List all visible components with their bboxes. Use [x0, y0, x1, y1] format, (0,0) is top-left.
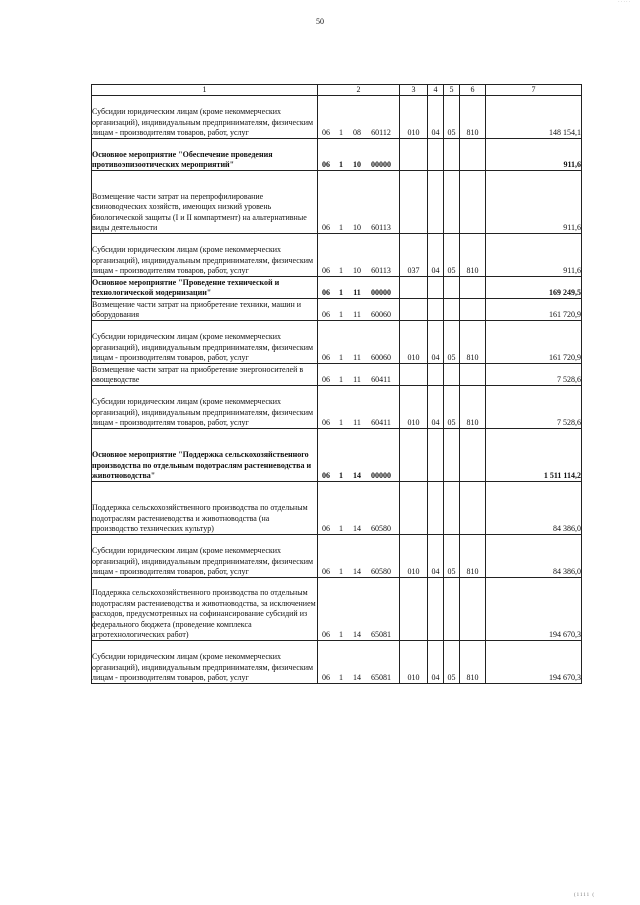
table-row	[92, 482, 582, 535]
row-name: Субсидии юридическим лицам (кроме некоммерческих организаций), индивидуальным предпринимателям, физическим лицам - производителям товаров, работ, услуг	[92, 535, 318, 578]
code-direction: 60112	[371, 128, 391, 137]
row-col-4: 04	[428, 96, 444, 139]
table-row	[92, 299, 582, 321]
code-subprogram: 1	[339, 418, 343, 427]
row-code	[318, 299, 400, 321]
code-subprogram: 1	[339, 353, 343, 362]
code-subprogram: 1	[339, 310, 343, 319]
row-code	[318, 429, 400, 482]
code-subprogram: 1	[339, 375, 343, 384]
code-direction: 00000	[371, 471, 391, 480]
row-amount: 1 511 114,2	[486, 429, 582, 482]
code-parts	[318, 386, 399, 428]
table-row	[92, 234, 582, 277]
row-code	[318, 96, 400, 139]
code-subprogram: 1	[339, 288, 343, 297]
table-row	[92, 641, 582, 684]
code-direction: 65081	[371, 673, 391, 682]
code-event: 08	[353, 128, 361, 137]
code-subprogram: 1	[339, 471, 343, 480]
code-subprogram: 1	[339, 567, 343, 576]
row-col-5: 05	[444, 96, 460, 139]
code-program: 06	[322, 471, 330, 480]
code-subprogram: 1	[339, 160, 343, 169]
row-col-3: 010	[400, 535, 428, 578]
code-parts	[318, 299, 399, 320]
row-col-3	[400, 277, 428, 299]
row-col-5: 05	[444, 321, 460, 364]
table-row	[92, 171, 582, 234]
row-col-5: 05	[444, 535, 460, 578]
code-program: 06	[322, 310, 330, 319]
header-col-2: 2	[318, 85, 400, 96]
table-row	[92, 578, 582, 641]
code-parts	[318, 482, 399, 534]
row-col-5	[444, 171, 460, 234]
row-code	[318, 482, 400, 535]
row-col-3	[400, 139, 428, 171]
code-direction: 60580	[371, 524, 391, 533]
row-col-6	[460, 429, 486, 482]
code-direction: 00000	[371, 288, 391, 297]
row-col-6: 810	[460, 234, 486, 277]
row-code	[318, 386, 400, 429]
row-col-5	[444, 139, 460, 171]
row-code	[318, 139, 400, 171]
code-subprogram: 1	[339, 266, 343, 275]
footer-mark: (1111 (	[574, 893, 596, 898]
row-code	[318, 364, 400, 386]
row-col-3	[400, 578, 428, 641]
code-program: 06	[322, 160, 330, 169]
code-program: 06	[322, 288, 330, 297]
row-amount: 7 528,6	[486, 386, 582, 429]
table-row	[92, 535, 582, 578]
row-code	[318, 641, 400, 684]
row-col-3: 010	[400, 386, 428, 429]
row-amount: 911,6	[486, 171, 582, 234]
row-col-5	[444, 578, 460, 641]
row-col-6: 810	[460, 96, 486, 139]
code-direction: 60411	[371, 418, 391, 427]
row-col-6	[460, 364, 486, 386]
row-code	[318, 321, 400, 364]
code-event: 10	[353, 223, 361, 232]
row-amount: 169 249,5	[486, 277, 582, 299]
code-subprogram: 1	[339, 128, 343, 137]
row-amount: 7 528,6	[486, 364, 582, 386]
row-col-3: 010	[400, 321, 428, 364]
code-direction: 60113	[371, 266, 391, 275]
table-row	[92, 386, 582, 429]
row-name: Поддержка сельскохозяйственного производства по отдельным подотраслям растениеводства и животноводства, за исключением расходов, предусмотренных на софинансирование субсидий из федерального бюджета (проведение комплекса агротехнологических работ)	[92, 578, 318, 641]
code-event: 11	[353, 375, 361, 384]
row-col-5	[444, 277, 460, 299]
code-parts	[318, 535, 399, 577]
row-col-3	[400, 482, 428, 535]
code-event: 14	[353, 567, 361, 576]
row-col-4: 04	[428, 321, 444, 364]
code-event: 11	[353, 418, 361, 427]
code-direction: 60411	[371, 375, 391, 384]
code-subprogram: 1	[339, 524, 343, 533]
header-row	[92, 85, 582, 96]
row-col-5: 05	[444, 234, 460, 277]
row-col-4	[428, 277, 444, 299]
code-subprogram: 1	[339, 673, 343, 682]
code-subprogram: 1	[339, 223, 343, 232]
table-row	[92, 429, 582, 482]
code-program: 06	[322, 223, 330, 232]
budget-table	[91, 84, 582, 684]
row-amount: 161 720,9	[486, 299, 582, 321]
header-col-7: 7	[486, 85, 582, 96]
code-parts	[318, 96, 399, 138]
row-name: Возмещение части затрат на перепрофилирование свиноводческих хозяйств, имеющих низкий уровень биологической защиты (I и II компартмент) на альтернативные виды деятельности	[92, 171, 318, 234]
row-col-6	[460, 482, 486, 535]
code-parts	[318, 364, 399, 385]
row-col-6	[460, 277, 486, 299]
code-program: 06	[322, 266, 330, 275]
code-program: 06	[322, 567, 330, 576]
code-event: 11	[353, 288, 361, 297]
header-col-4: 4	[428, 85, 444, 96]
row-code	[318, 277, 400, 299]
row-name: Возмещение части затрат на приобретение техники, машин и оборудования	[92, 299, 318, 321]
row-col-4	[428, 139, 444, 171]
row-col-6	[460, 578, 486, 641]
code-parts	[318, 429, 399, 481]
row-code	[318, 171, 400, 234]
row-col-5: 05	[444, 641, 460, 684]
code-parts	[318, 139, 399, 170]
row-name: Субсидии юридическим лицам (кроме некоммерческих организаций), индивидуальным предпринимателям, физическим лицам - производителям товаров, работ, услуг	[92, 321, 318, 364]
code-event: 14	[353, 673, 361, 682]
row-col-4	[428, 578, 444, 641]
table-row	[92, 321, 582, 364]
row-col-4	[428, 429, 444, 482]
code-event: 11	[353, 310, 361, 319]
row-col-6	[460, 299, 486, 321]
row-col-5	[444, 364, 460, 386]
code-event: 10	[353, 266, 361, 275]
header-col-5: 5	[444, 85, 460, 96]
table-row	[92, 277, 582, 299]
row-col-6: 810	[460, 386, 486, 429]
code-direction: 65081	[371, 630, 391, 639]
row-col-4: 04	[428, 535, 444, 578]
row-name: Поддержка сельскохозяйственного производства по отдельным подотраслям растениеводства и животноводства (на производство технических культур)	[92, 482, 318, 535]
code-program: 06	[322, 375, 330, 384]
row-name: Основное мероприятие "Обеспечение проведения противоэпизоотических мероприятий"	[92, 139, 318, 171]
code-parts	[318, 321, 399, 363]
row-col-4	[428, 482, 444, 535]
row-col-6: 810	[460, 641, 486, 684]
row-name: Возмещение части затрат на приобретение энергоносителей в овощеводстве	[92, 364, 318, 386]
row-amount: 84 386,0	[486, 535, 582, 578]
table-body	[92, 96, 582, 684]
row-col-6: 810	[460, 535, 486, 578]
row-name: Субсидии юридическим лицам (кроме некоммерческих организаций), индивидуальным предпринимателям, физическим лицам - производителям товаров, работ, услуг	[92, 386, 318, 429]
row-col-3	[400, 364, 428, 386]
row-col-4: 04	[428, 386, 444, 429]
code-program: 06	[322, 630, 330, 639]
row-col-5	[444, 299, 460, 321]
header-col-6: 6	[460, 85, 486, 96]
page-number: 50	[316, 17, 324, 26]
code-parts	[318, 234, 399, 276]
code-direction: 60060	[371, 353, 391, 362]
row-col-4	[428, 299, 444, 321]
row-code	[318, 234, 400, 277]
code-subprogram: 1	[339, 630, 343, 639]
row-col-6	[460, 171, 486, 234]
row-amount: 194 670,3	[486, 641, 582, 684]
row-amount: 84 386,0	[486, 482, 582, 535]
table-row	[92, 364, 582, 386]
code-direction: 60113	[371, 223, 391, 232]
header-col-1: 1	[92, 85, 318, 96]
row-amount: 911,6	[486, 139, 582, 171]
code-program: 06	[322, 673, 330, 682]
row-name: Субсидии юридическим лицам (кроме некоммерческих организаций), индивидуальным предпринимателям, физическим лицам - производителям товаров, работ, услуг	[92, 641, 318, 684]
code-direction: 00000	[371, 160, 391, 169]
row-code	[318, 578, 400, 641]
row-col-5	[444, 482, 460, 535]
code-program: 06	[322, 128, 330, 137]
row-col-3	[400, 429, 428, 482]
code-event: 14	[353, 471, 361, 480]
row-name: Основное мероприятие "Проведение технической и технологической модернизации"	[92, 277, 318, 299]
row-col-3	[400, 171, 428, 234]
row-col-3: 010	[400, 641, 428, 684]
code-program: 06	[322, 524, 330, 533]
code-event: 14	[353, 524, 361, 533]
row-col-6: 810	[460, 321, 486, 364]
row-col-4: 04	[428, 641, 444, 684]
row-name: Основное мероприятие "Поддержка сельскохозяйственного производства по отдельным подотраслям растениеводства и животноводства"	[92, 429, 318, 482]
row-amount: 148 154,1	[486, 96, 582, 139]
code-parts	[318, 641, 399, 683]
code-event: 14	[353, 630, 361, 639]
table-row	[92, 139, 582, 171]
row-name: Субсидии юридическим лицам (кроме некоммерческих организаций), индивидуальным предпринимателям, физическим лицам - производителям товаров, работ, услуг	[92, 96, 318, 139]
code-event: 11	[353, 353, 361, 362]
code-program: 06	[322, 418, 330, 427]
header-col-3: 3	[400, 85, 428, 96]
row-col-4: 04	[428, 234, 444, 277]
row-col-3: 037	[400, 234, 428, 277]
code-direction: 60580	[371, 567, 391, 576]
code-parts	[318, 277, 399, 298]
row-col-4	[428, 171, 444, 234]
row-amount: 194 670,3	[486, 578, 582, 641]
row-col-6	[460, 139, 486, 171]
code-program: 06	[322, 353, 330, 362]
row-col-5: 05	[444, 386, 460, 429]
row-col-3: 010	[400, 96, 428, 139]
row-name: Субсидии юридическим лицам (кроме некоммерческих организаций), индивидуальным предпринимателям, физическим лицам - производителям товаров, работ, услуг	[92, 234, 318, 277]
row-code	[318, 535, 400, 578]
row-col-5	[444, 429, 460, 482]
code-event: 10	[353, 160, 361, 169]
corner-mark: ·····	[618, 0, 632, 5]
row-col-3	[400, 299, 428, 321]
code-parts	[318, 578, 399, 640]
code-parts	[318, 171, 399, 233]
table-row	[92, 96, 582, 139]
code-direction: 60060	[371, 310, 391, 319]
row-amount: 161 720,9	[486, 321, 582, 364]
row-amount: 911,6	[486, 234, 582, 277]
row-col-4	[428, 364, 444, 386]
